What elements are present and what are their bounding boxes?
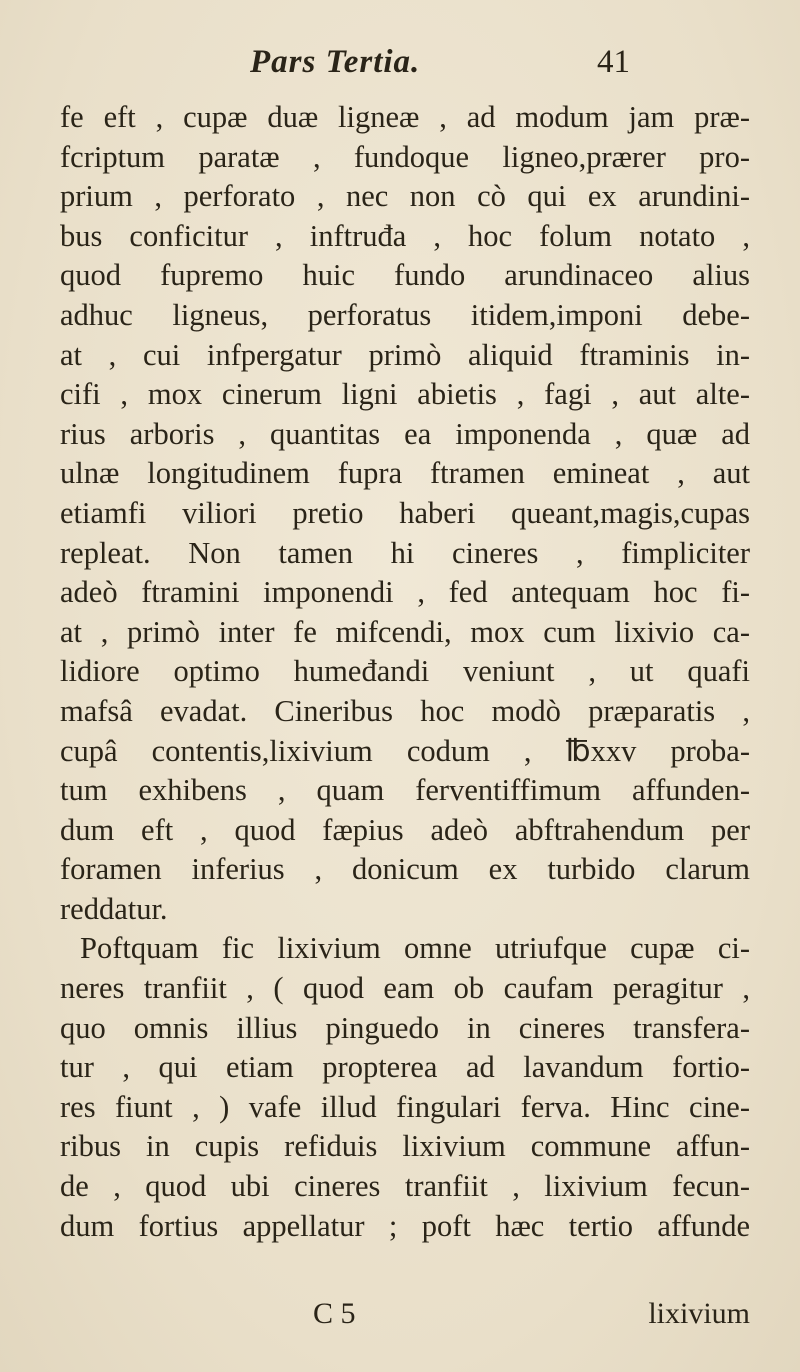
text-line: tur , qui etiam propterea ad lavandum fortio- xyxy=(60,1050,750,1085)
catchword: lixivium xyxy=(648,1297,750,1330)
text-line: foramen inferius , donicum ex turbido clarum xyxy=(60,852,750,887)
text-line: etiamfi viliori pretio haberi queant,magis,cupas xyxy=(60,495,750,530)
text-line: ulnæ longitudinem fupra ftramen emineat , aut xyxy=(60,456,750,491)
text-line: ribus in cupis refiduis lixivium commune affun- xyxy=(60,1129,750,1164)
page-number: 41 xyxy=(597,44,630,80)
text-line: reddatur. xyxy=(60,891,168,926)
text-line: mafsâ evadat. Cineribus hoc modò præparatis , xyxy=(60,693,750,728)
text-line: cifi , mox cinerum ligni abietis , fagi , aut alte- xyxy=(60,377,750,412)
text-line: fe eft , cupæ duæ ligneæ , ad modum jam præ- xyxy=(60,100,750,134)
text-line: Poftquam fic lixivium omne utriufque cupæ ci- xyxy=(80,931,750,966)
text-line: de , quod ubi cineres tranfiit , lixivium fecun- xyxy=(60,1169,750,1204)
text-line: quod fupremo huic fundo arundinaceo alius xyxy=(60,258,750,293)
text-line: tum exhibens , quam ferventiffimum affunden- xyxy=(60,773,750,808)
text-line: adhuc ligneus, perforatus itidem,imponi debe- xyxy=(60,297,750,332)
running-title: Pars Tertia. xyxy=(250,44,421,80)
text-line: bus conficitur , inftruđa , hoc folum notato , xyxy=(60,218,750,253)
text-line: res fiunt , ) vafe illud fingulari ferva. Hinc cine- xyxy=(60,1089,750,1124)
text-line: dum fortius appellatur ; poft hæc tertio affunde xyxy=(60,1208,750,1243)
page-footer xyxy=(60,1297,750,1337)
text-line: quo omnis illius pinguedo in cineres transfera- xyxy=(60,1010,750,1045)
text-line: adeò ftramini imponendi , fed antequam hoc fi- xyxy=(60,575,750,610)
text-line: dum eft , quod fæpius adeò abftrahendum per xyxy=(60,812,750,847)
text-line: lidiore optimo humeđandi veniunt , ut quafi xyxy=(60,654,750,689)
text-line: prium , perforato , nec non cò qui ex arundini- xyxy=(60,179,750,214)
text-line: repleat. Non tamen hi cineres , fimpliciter xyxy=(60,535,750,570)
text-line: at , primò inter fe mifcendi, mox cum lixivio ca- xyxy=(60,614,750,649)
text-line: at , cui infpergatur primò aliquid ftraminis in- xyxy=(60,337,750,372)
text-line: neres tranfiit , ( quod eam ob caufam peragitur , xyxy=(60,971,750,1006)
text-line: rius arboris , quantitas ea imponenda , quæ ad xyxy=(60,416,750,451)
text-line: fcriptum paratæ , fundoque ligneo,prærer pro- xyxy=(60,139,750,174)
body-text xyxy=(60,98,750,1246)
signature-mark: C 5 xyxy=(313,1297,356,1330)
running-head xyxy=(250,44,630,88)
text-line: cupâ contentis,lixivium codum , ℔xxv proba- xyxy=(60,733,750,768)
